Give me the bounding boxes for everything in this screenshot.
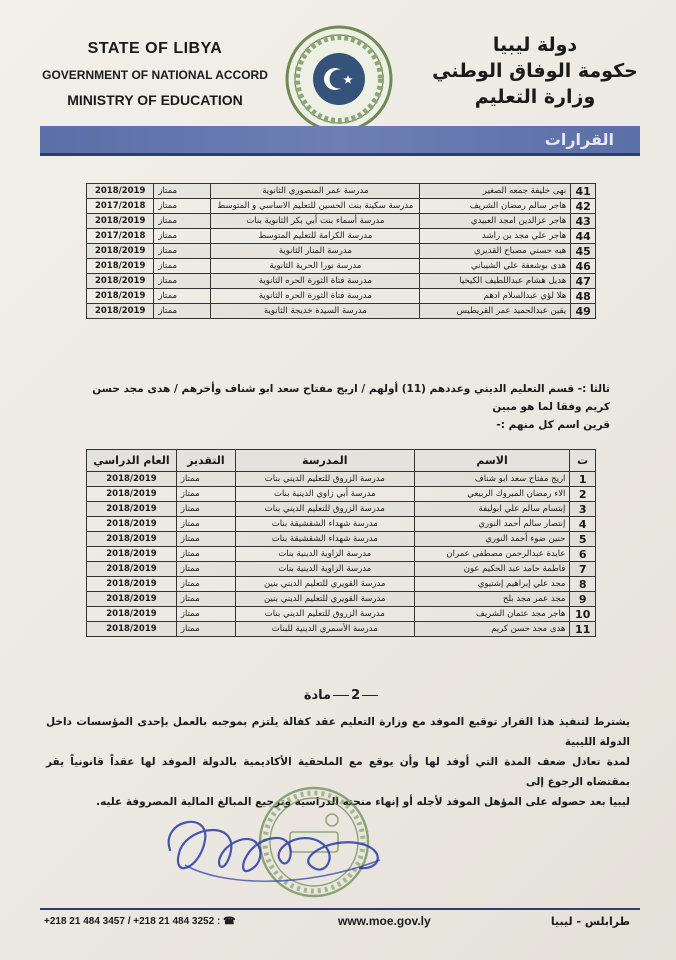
cell-name: حنين ضوء أحمد النوري: [414, 532, 570, 547]
header-year: العام الدراسي: [87, 450, 177, 472]
cell-year: 2017/2018: [87, 199, 154, 214]
cell-num: 46: [571, 259, 596, 274]
table-row: [87, 199, 596, 214]
paragraph-line-2: لمدة تعادل ضعف المدة التي أوفد لها وأن يوقع مع الملحقية الأكاديمية بالدولة الموفد لها عقداً قانونياً يقر بمقتضاه الرجوع إلى: [46, 756, 630, 788]
table-row: [87, 502, 596, 517]
section-three-line-2: قرين اسم كل منهم :-: [496, 419, 610, 431]
cell-name: هديل هشام عبداللطيف الكيخيا: [420, 274, 571, 289]
article-word: مادة: [303, 688, 332, 703]
cell-num: 11: [570, 622, 596, 637]
cell-grade: ممتاز: [154, 304, 211, 319]
table-row: [87, 532, 596, 547]
cell-school: مدرسة أبي زاوي الدينية بنات: [235, 487, 414, 502]
cell-year: 2018/2019: [87, 622, 177, 637]
cell-name: هاجر عزالدين امجد العبيدي: [420, 214, 571, 229]
cell-school: مدرسة الزروق للتعليم الديني بنات: [235, 502, 414, 517]
cell-year: 2018/2019: [87, 607, 177, 622]
cell-name: عايدة عبدالرحمن مصطفى عمران: [414, 547, 570, 562]
cell-name: الاء رمضان المبروك الربيعي: [414, 487, 570, 502]
article-rule-right: [362, 695, 378, 696]
ministry-seal-icon: [284, 24, 394, 134]
cell-name: هلا لؤي عبدالسلام ادهم: [420, 289, 571, 304]
decisions-title-band: القرارات: [40, 126, 640, 156]
table-row: [87, 274, 596, 289]
cell-name: يقين عبدالحميد عمر القريطيس: [420, 304, 571, 319]
english-letterhead: [40, 40, 270, 108]
cell-school: مدرسة سكينة بنت الحسين للتعليم الاساسي و المتوسط: [211, 199, 420, 214]
cell-num: 5: [570, 532, 596, 547]
paragraph-line-1: يشترط لتنفيذ هذا القرار توقيع الموفد مع وزارة التعليم عقد كفالة يلتزم بموجبه بالعمل بإحدى المؤسسات داخل الدولة الليبية: [46, 716, 630, 748]
cell-num: 44: [571, 229, 596, 244]
cell-num: 49: [571, 304, 596, 319]
header-num: ت: [570, 450, 596, 472]
cell-grade: ممتاز: [176, 517, 235, 532]
cell-year: 2018/2019: [87, 304, 154, 319]
cell-school: مدرسة السيدة خديجة الثانوية: [211, 304, 420, 319]
cell-num: 4: [570, 517, 596, 532]
cell-name: إنتصار سالم أحمد النوري: [414, 517, 570, 532]
header-grade: التقدير: [176, 450, 235, 472]
cell-name: مجد علي إبراهيم إشتيوي: [414, 577, 570, 592]
cell-year: 2018/2019: [87, 244, 154, 259]
cell-school: مدرسة الأسمري الدينية للبنات: [235, 622, 414, 637]
cell-year: 2018/2019: [87, 289, 154, 304]
cell-year: 2018/2019: [87, 259, 154, 274]
cell-grade: ممتاز: [176, 577, 235, 592]
cell-year: 2018/2019: [87, 502, 177, 517]
paragraph-line-3: ليبيا بعد حصوله على المؤهل الموفد لأجله أو إنهاء منحته الدراسية وترجيع المبالغ المالية المصروفة عليه.: [96, 796, 630, 808]
table-row: [87, 547, 596, 562]
cell-school: مدرسة المنار الثانوية: [211, 244, 420, 259]
footer: [40, 916, 640, 934]
cell-num: 6: [570, 547, 596, 562]
table-row: [87, 517, 596, 532]
table-row: [87, 259, 596, 274]
cell-grade: ممتاز: [154, 274, 211, 289]
cell-grade: ممتاز: [176, 622, 235, 637]
cell-school: مدرسة الزروق للتعليم الديني بنات: [235, 472, 414, 487]
signature-icon: [150, 790, 410, 900]
section-three-line-1: ثالثا :- قسم التعليم الديني وعددهم (11) أولهم / اريج مفتاح سعد ابو شناف وأخرهم / هدى مجد حسن كريم وفقا لما هو مبين: [92, 383, 610, 413]
cell-name: هاجر علي مجد بن راشد: [420, 229, 571, 244]
table-row: [87, 607, 596, 622]
article-heading: [282, 688, 402, 703]
cell-school: مدرسة عمر المنصوري الثانوية: [211, 184, 420, 199]
cell-grade: ممتاز: [154, 289, 211, 304]
letterhead-ministry-ar: وزارة التعليم: [474, 86, 596, 108]
cell-num: 41: [571, 184, 596, 199]
table-row: [87, 562, 596, 577]
table-header-row: [87, 450, 596, 472]
cell-name: اريج مفتاح سعد ابو شناف: [414, 472, 570, 487]
letterhead-state: STATE OF LIBYA: [87, 40, 223, 57]
cell-grade: ممتاز: [154, 229, 211, 244]
cell-year: 2018/2019: [87, 487, 177, 502]
table-row: [87, 472, 596, 487]
section-three-intro: [80, 380, 610, 434]
table-row: [87, 304, 596, 319]
cell-name: هدى مجد حسن كريم: [414, 622, 570, 637]
cell-year: 2018/2019: [87, 472, 177, 487]
cell-school: مدرسة القويري للتعليم الديني بنين: [235, 577, 414, 592]
religious-education-table: [86, 449, 596, 637]
footer-phones: +218 21 484 3457 / +218 21 484 3252 : ☎: [44, 916, 236, 927]
table-row: [87, 244, 596, 259]
cell-year: 2018/2019: [87, 214, 154, 229]
footer-website: www.moe.gov.ly: [338, 914, 431, 928]
cell-num: 47: [571, 274, 596, 289]
cell-school: مدرسة شهداء الشقشيقة بنات: [235, 517, 414, 532]
cell-grade: ممتاز: [176, 532, 235, 547]
cell-num: 10: [570, 607, 596, 622]
cell-name: نهى خليفة جمعه الصغير: [420, 184, 571, 199]
cell-school: مدرسة الزاوية الدينية بنات: [235, 562, 414, 577]
cell-school: مدرسة الكرامة للتعليم المتوسط: [211, 229, 420, 244]
cell-year: 2018/2019: [87, 532, 177, 547]
table-row: [87, 229, 596, 244]
cell-num: 9: [570, 592, 596, 607]
cell-school: مدرسة فتاة الثورة الحره الثانوية: [211, 289, 420, 304]
table-row: [87, 622, 596, 637]
cell-year: 2018/2019: [87, 577, 177, 592]
cell-num: 7: [570, 562, 596, 577]
cell-name: هبه حسني مصباح القديري: [420, 244, 571, 259]
cell-school: مدرسة شهداء الشقشيقة بنات: [235, 532, 414, 547]
cell-grade: ممتاز: [154, 259, 211, 274]
arabic-letterhead: [430, 34, 640, 108]
article-number: 2: [351, 688, 361, 703]
cell-year: 2018/2019: [87, 562, 177, 577]
cell-name: هاجر سالم رمضان الشريف: [420, 199, 571, 214]
cell-grade: ممتاز: [176, 502, 235, 517]
cell-year: 2017/2018: [87, 229, 154, 244]
article-rule-left: [333, 695, 349, 696]
cell-grade: ممتاز: [154, 199, 211, 214]
cell-num: 2: [570, 487, 596, 502]
footer-divider: [40, 908, 640, 910]
cell-year: 2018/2019: [87, 592, 177, 607]
cell-grade: ممتاز: [154, 214, 211, 229]
table-row: [87, 289, 596, 304]
letterhead-ministry: MINISTRY OF EDUCATION: [67, 92, 243, 108]
cell-school: مدرسة أسماء بنت أبي بكر الثانوية بنات: [211, 214, 420, 229]
cell-grade: ممتاز: [176, 607, 235, 622]
header-school: المدرسة: [235, 450, 414, 472]
cell-school: مدرسة نورا الحرية الثانوية: [211, 259, 420, 274]
cell-grade: ممتاز: [154, 244, 211, 259]
table-row: [87, 577, 596, 592]
cell-num: 48: [571, 289, 596, 304]
cell-school: مدرسة الزروق للتعليم الديني بنات: [235, 607, 414, 622]
cell-year: 2018/2019: [87, 184, 154, 199]
footer-city: طرابلس - ليبيا: [550, 915, 630, 928]
table-row: [87, 487, 596, 502]
cell-grade: ممتاز: [176, 472, 235, 487]
students-table-continued: [86, 183, 596, 319]
cell-grade: ممتاز: [154, 184, 211, 199]
table-row: [87, 184, 596, 199]
cell-num: 1: [570, 472, 596, 487]
cell-name: هاجر مجد عثمان الشريف: [414, 607, 570, 622]
cell-school: مدرسة الزاوية الدينية بنات: [235, 547, 414, 562]
cell-num: 43: [571, 214, 596, 229]
cell-num: 45: [571, 244, 596, 259]
cell-name: إبتسام سالم علي ابوليفة: [414, 502, 570, 517]
cell-year: 2018/2019: [87, 274, 154, 289]
cell-school: مدرسة القويري للتعليم الديني بنين: [235, 592, 414, 607]
cell-name: هدى بوشعفة علي الشيباني: [420, 259, 571, 274]
cell-grade: ممتاز: [176, 487, 235, 502]
table-row: [87, 592, 596, 607]
cell-year: 2018/2019: [87, 517, 177, 532]
header-name: الاسم: [414, 450, 570, 472]
cell-num: 3: [570, 502, 596, 517]
cell-school: مدرسة فتاة الثورة الحره الثانوية: [211, 274, 420, 289]
cell-num: 42: [571, 199, 596, 214]
cell-num: 8: [570, 577, 596, 592]
letterhead-government-ar: حكومة الوفاق الوطني: [432, 60, 638, 82]
letterhead-government: GOVERNMENT OF NATIONAL ACCORD: [42, 68, 268, 82]
cell-grade: ممتاز: [176, 592, 235, 607]
table-row: [87, 214, 596, 229]
cell-name: مجد عمر مجد بلح: [414, 592, 570, 607]
letterhead-state-ar: دولة ليبيا: [492, 34, 578, 56]
cell-grade: ممتاز: [176, 562, 235, 577]
cell-year: 2018/2019: [87, 547, 177, 562]
cell-grade: ممتاز: [176, 547, 235, 562]
cell-name: فاطمة حامد عبد الحكيم عون: [414, 562, 570, 577]
